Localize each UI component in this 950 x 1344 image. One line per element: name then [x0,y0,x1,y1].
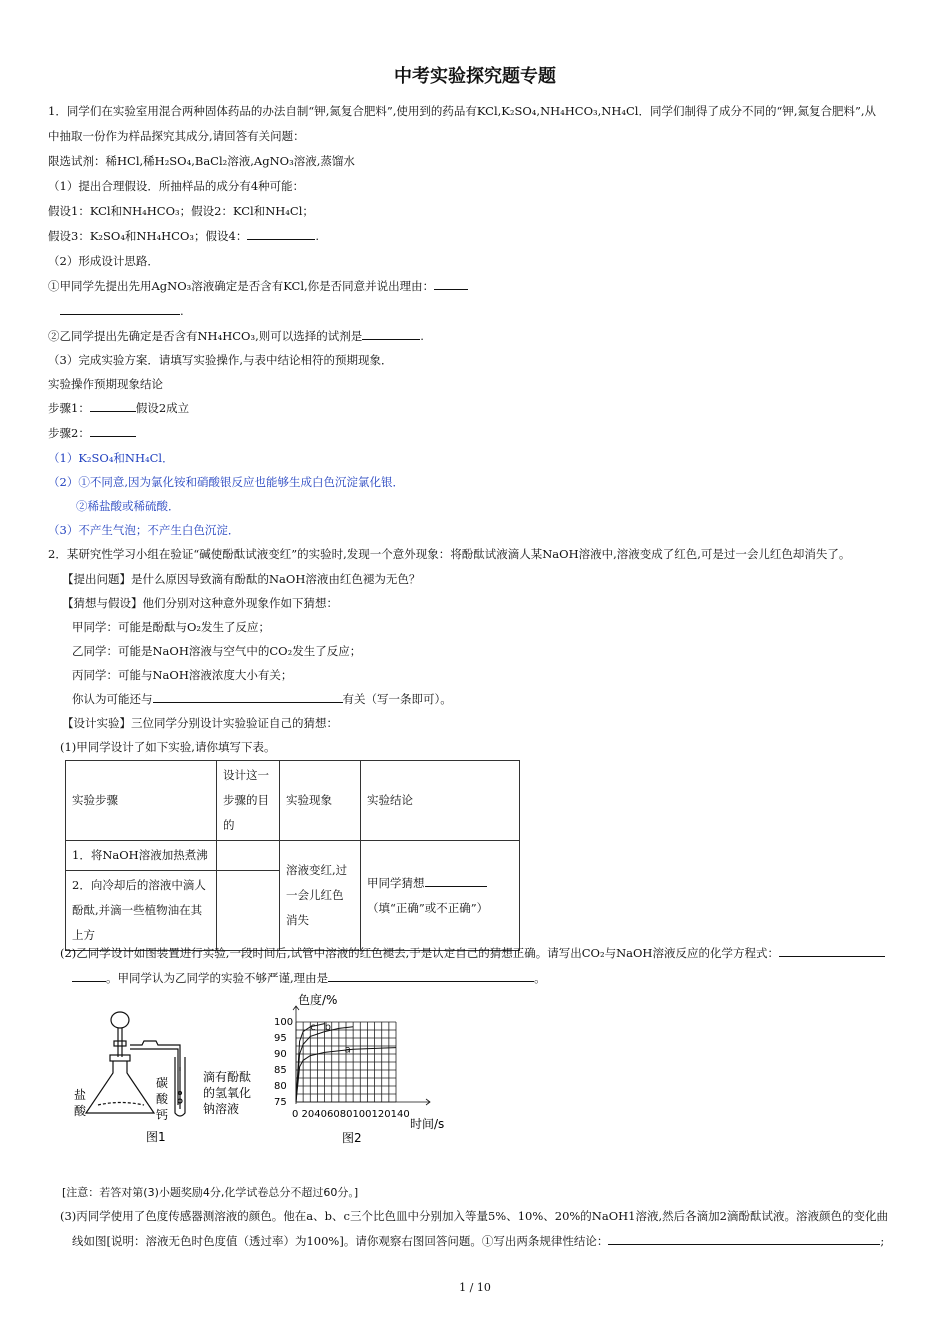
q2-stem: 2．某研究性学习小组在验证“碱使酚酞试液变红”的实验时,发现一个意外现象：将酚酞试液滴人某NaOH溶液中,溶液变成了红色,可是过一会儿红色却消失了。 [48,547,851,561]
answer-blank[interactable] [72,970,106,982]
q2-guess-3: 丙同学：可能与NaOH溶液浓度大小有关； [72,668,293,682]
q1-idea-1: ①甲同学先提出先用AgNO₃溶液确定是否含有KCl,你是否同意并说出理由： [48,278,468,294]
q1-step1: 步骤1： 假设2成立 [48,401,190,415]
fig2-label: 图2 [342,1131,362,1145]
answer-blank[interactable] [153,691,343,703]
fig1-carb-char2: 酸 [156,1092,169,1106]
q1-idea-1-blank: . [60,303,184,319]
q2-guess: 【猜想与假设】他们分别对这种意外现象作如下猜想： [62,596,338,610]
q1-stem-line2: 中抽取一份作为样品探究其成分,请回答有关问题： [48,129,305,143]
chart-y-tick-label: 95 [274,1033,287,1044]
q2-guess-1: 甲同学：可能是酚酞与O₂发生了反应； [72,620,271,634]
table-cell-input[interactable] [217,871,280,951]
chart-x-tick-labels: 0 20406080100120140 [292,1109,410,1120]
q1-hypothesis-3-4: 假设3：K₂SO₄和NH₄HCO₃；假设4： . [48,229,319,243]
q2-note: [注意：若答对第(3)小题奖励4分,化学试卷总分不超过60分。] [62,1186,359,1199]
q1-part2: （2）形成设计思路． [48,254,159,268]
chart-y-tick-label: 80 [274,1081,287,1092]
table-conclusion: 甲同学猜想（填“正确”或不正确”） [361,841,520,951]
q2-guess-2: 乙同学：可能是NaOH溶液与空气中的CO₂发生了反应； [72,644,362,658]
fig1-solution-line2: 的氢氧化 [203,1086,252,1100]
chart-y-tick-label: 85 [274,1065,287,1076]
table-header-conclusion: 实验结论 [361,761,520,841]
q1-idea-2: ②乙同学提出先确定是否含有NH₄HCO₃,则可以选择的试剂是 . [48,329,424,343]
chart-y-tick-label: 75 [274,1097,287,1108]
table-header-purpose: 设计这一步骤的目的 [217,761,280,841]
q1-answer-2: （2）①不同意,因为氯化铵和硝酸银反应也能够生成白色沉淀氯化银． [48,475,404,489]
chart-series-label: b [324,1022,331,1033]
fig1-solution-line3: 钠溶液 [203,1102,240,1116]
page-title: 中考实验探究题专题 [394,66,556,87]
figure-2-chart [270,990,455,1150]
table-cell-input[interactable] [217,841,280,871]
answer-blank[interactable] [608,1233,880,1245]
chart-y-tick-label: 100 [274,1017,294,1028]
answer-blank[interactable] [434,278,468,290]
answer-blank[interactable] [425,875,487,887]
chart-y-axis-label: 色度/% [298,993,338,1007]
q2-design-2b: 。甲同学认为乙同学的实验不够严谨,理由是 。 [72,970,546,986]
answer-blank[interactable] [90,425,136,437]
q2-problem: 【提出问题】是什么原因导致滴有酚酞的NaOH溶液由红色褪为无色？ [62,572,421,586]
q2-design-3: (3)丙同学使用了色度传感器测溶液的颜色。他在a、b、c三个比色皿中分别加入等量5%、10%、20%的NaOH1溶液,然后各滴加2滴酚酞试液。溶液颜色的变化曲 [60,1209,888,1223]
fig1-carb-char3: 钙 [156,1108,169,1122]
chart-x-axis-label: 时间/s [410,1117,445,1131]
table-phenomenon: 溶液变红,过一会儿红色消失 [280,841,361,951]
answer-blank[interactable] [328,970,534,982]
answer-blank[interactable] [90,400,136,412]
experiment-table [65,760,520,951]
chart-series-label: c [310,1022,316,1033]
fig1-acid-char2: 酸 [74,1104,87,1118]
table-header-phenomenon: 实验现象 [280,761,361,841]
chart-axes [293,1006,430,1105]
q1-answer-2b: ②稀盐酸或稀硫酸． [76,499,180,513]
q2-design: 【设计实验】三位同学分别设计实验验证自己的猜想： [62,716,338,730]
answer-blank[interactable] [60,303,180,315]
q1-part1: （1）提出合理假设．所抽样品的成分有4种可能： [48,179,305,193]
q2-design-3b: 线如图[说明：溶液无色时色度值（透过率）为100%]。请你观察右图回答问题。①写出两条规律性结论： ; [72,1234,885,1248]
chart-series-label: a [344,1044,351,1056]
q1-part3: （3）完成实验方案．请填写实验操作,与表中结论相符的预期现象． [48,353,393,367]
table-row-2-step: 2．向冷却后的溶液中滴人酚酞,并滴一些植物油在其上方 [66,871,217,951]
q1-stem-line1: 1．同学们在实验室用混合两种固体药品的办法自制“钾,氮复合肥料”,使用到的药品有KCl,K₂SO₄,NH₄HCO₃,NH₄Cl．同学们制得了成分不同的“钾,氮复合肥料”,从 [48,104,877,118]
fig1-label: 图1 [146,1130,166,1144]
fig1-acid-char1: 盐 [74,1088,87,1102]
q2-guess-4: 你认为可能还与 有关（写一条即可）。 [72,692,452,706]
q1-table-header: 实验操作预期现象结论 [48,377,163,391]
q1-hypothesis-1-2: 假设1：KCl和NH₄HCO₃；假设2：KCl和NH₄Cl； [48,204,314,218]
q2-design-2: (2)乙同学设计如图装置进行实验,一段时间后,试管中溶液的红色褪去,于是认定自己的猜想正确。请写出CO₂与NaOH溶液反应的化学方程式： [60,945,885,961]
fig1-carb-char1: 碳 [156,1076,169,1090]
q1-reagents: 限选试剂：稀HCl,稀H₂SO₄,BaCl₂溶液,AgNO₃溶液,蒸馏水 [48,154,355,168]
fig1-solution-line1: 滴有酚酞 [203,1070,252,1084]
page-number: 1 / 10 [459,1281,491,1294]
chart-y-tick-label: 90 [274,1049,287,1060]
q1-step2: 步骤2： [48,425,136,441]
answer-blank[interactable] [247,228,315,240]
q1-answer-3: （3）不产生气泡；不产生白色沉淀． [48,523,240,537]
q1-answer-1: （1）K₂SO₄和NH₄Cl． [48,451,174,465]
table-row-1-step: 1．将NaOH溶液加热煮沸 [66,841,217,871]
answer-blank[interactable] [779,945,885,957]
figure-1-apparatus [68,1005,268,1150]
table-header-step: 实验步骤 [66,761,217,841]
q2-design-1: (1)甲同学设计了如下实验,请你填写下表。 [60,740,276,754]
answer-blank[interactable] [362,328,420,340]
